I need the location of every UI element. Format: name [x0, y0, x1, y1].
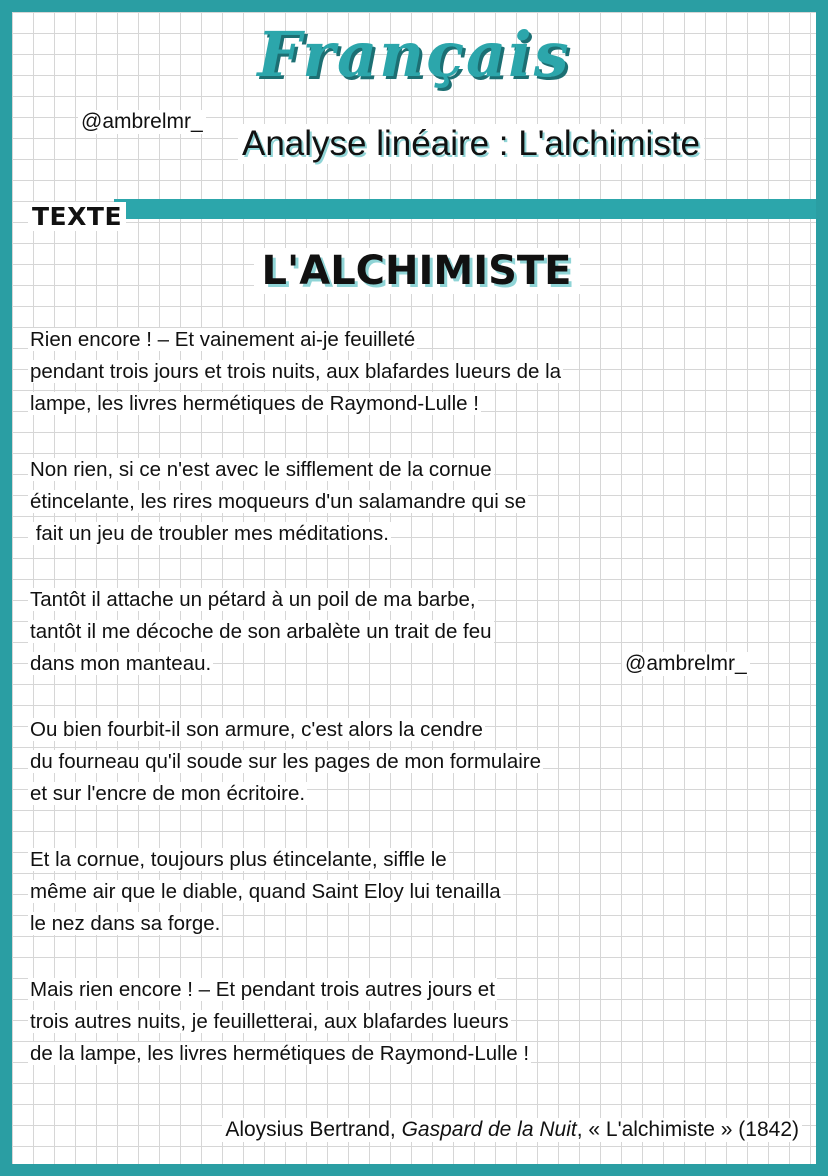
section-divider-bar: [114, 199, 828, 219]
citation-work: Gaspard de la Nuit: [401, 1118, 577, 1141]
poem-line-text: et sur l'encre de mon écritoire.: [30, 782, 306, 805]
poem-line-text: Non rien, si ce n'est avec le sifflement de la cornue: [30, 458, 492, 481]
poem-line-text: Tantôt il attache un pétard à un poil de ma barbe,: [30, 588, 476, 611]
poem-line: [28, 518, 588, 550]
stanza-6: [28, 974, 588, 1070]
poem-line: [28, 746, 588, 778]
source-citation: [222, 1118, 802, 1142]
poem-title: [12, 248, 816, 294]
poem-line-text: tantôt il me décoche de son arbalète un trait de feu: [30, 620, 492, 643]
poem-line-text: trois autres nuits, je feuilletterai, aux blafardes lueurs: [30, 1010, 509, 1033]
poem-line-text: même air que le diable, quand Saint Eloy lui tenailla: [30, 880, 501, 903]
poem-line: [28, 356, 588, 388]
poem-line-text: Rien encore ! – Et vainement ai-je feuilleté: [30, 328, 416, 351]
stanza-1: [28, 324, 588, 420]
poem-line-text: Ou bien fourbit-il son armure, c'est alors la cendre: [30, 718, 483, 741]
page-subtitle: Analyse linéaire : L'alchimiste: [238, 124, 704, 164]
poem-line-text: du fourneau qu'il soude sur les pages de mon formulaire: [30, 750, 542, 773]
poem-line-text: de la lampe, les livres hermétiques de Raymond-Lulle !: [30, 1042, 530, 1065]
section-label: TEXTE: [28, 202, 126, 231]
poem-line: [28, 584, 588, 616]
citation-author: Aloysius Bertrand,: [225, 1118, 396, 1141]
citation-rest: , « L'alchimiste » (1842): [576, 1118, 799, 1141]
poem-line: [28, 616, 588, 648]
poem-line: [28, 454, 588, 486]
stanza-2: [28, 454, 588, 550]
poem-line: [28, 844, 588, 876]
stanza-3: [28, 584, 588, 680]
poem-line: [28, 908, 588, 940]
poem-line-text: fait un jeu de troubler mes méditations.: [30, 522, 389, 545]
poem-line: [28, 1006, 588, 1038]
poem-title-text: L'ALCHIMISTE: [254, 248, 580, 294]
poem-line: [28, 1038, 588, 1070]
poem-line: [28, 714, 588, 746]
poem-line: [28, 486, 588, 518]
poem-line: [28, 388, 588, 420]
stanza-4: [28, 714, 588, 810]
stanza-5: [28, 844, 588, 940]
poem-line: [28, 778, 588, 810]
author-handle-top: @ambrelmr_: [78, 110, 206, 134]
poem-line: [28, 974, 588, 1006]
page-title: Français: [257, 18, 571, 91]
poem-line-text: pendant trois jours et trois nuits, aux blafardes lueurs de la: [30, 360, 562, 383]
poem-line-text: Mais rien encore ! – Et pendant trois autres jours et: [30, 978, 495, 1001]
poem-line: [28, 648, 588, 680]
poem-line: [28, 876, 588, 908]
poem-line-text: le nez dans sa forge.: [30, 912, 221, 935]
poem-body: [28, 324, 588, 1104]
poem-line-text: étincelante, les rires moqueurs d'un salamandre qui se: [30, 490, 527, 513]
poem-line-text: lampe, les livres hermétiques de Raymond-Lulle !: [30, 392, 479, 415]
author-handle-side: @ambrelmr_: [622, 652, 750, 676]
poem-line: [28, 324, 588, 356]
poem-line-text: Et la cornue, toujours plus étincelante, siffle le: [30, 848, 447, 871]
poem-line-text: dans mon manteau.: [30, 652, 212, 675]
